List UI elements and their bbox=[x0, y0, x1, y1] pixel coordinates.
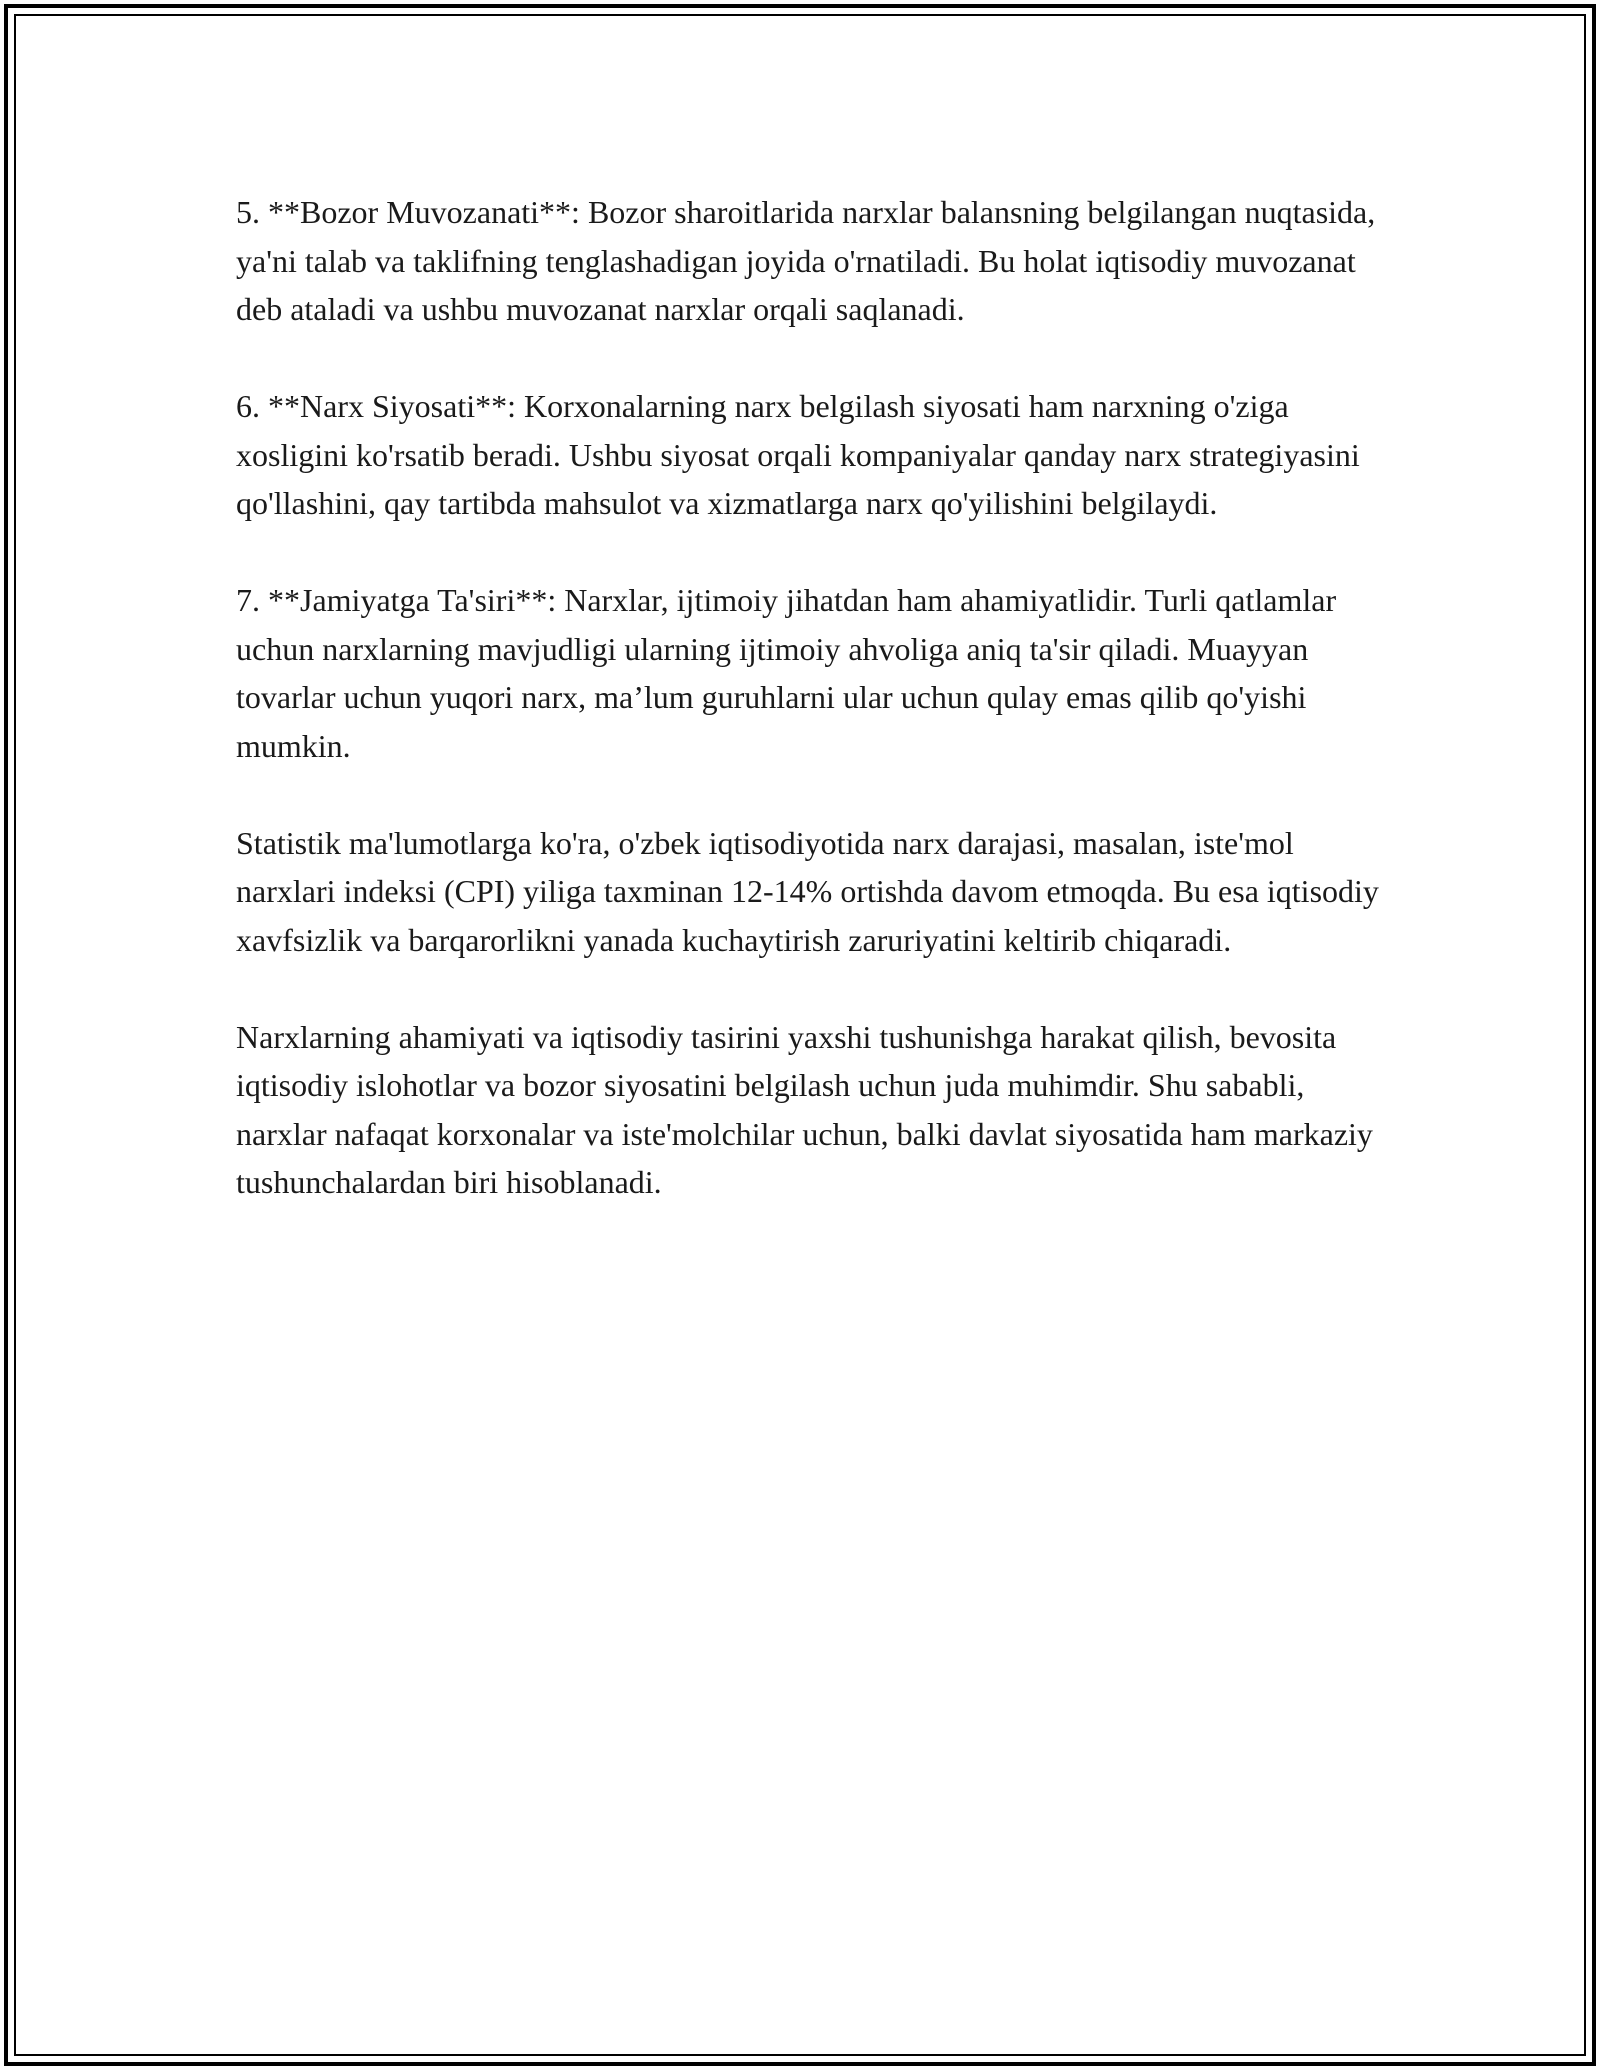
paragraph-narx-siyosati: 6. **Narx Siyosati**: Korxonalarning narx belgilash siyosati ham narxning o'ziga xosligini ko'rsatib beradi. Ushbu siyosat orqali kompaniyalar qanday narx strategiyasini qo'llashini, qay tartibda mahsulot va xizmatlarga narx qo'yilishini belgilaydi. bbox=[236, 388, 1360, 521]
paragraph-bozor-muvozanati: 5. **Bozor Muvozanati**: Bozor sharoitlarida narxlar balansning belgilangan nuqtasida, ya'ni talab va taklifning tenglashadigan joyida o'rnatiladi. Bu holat iqtisodiy muvozanat deb ataladi va ushbu muvozanat narxlar orqali saqlanadi. bbox=[236, 194, 1376, 327]
paragraph-conclusion: Narxlarning ahamiyati va iqtisodiy tasirini yaxshi tushunishga harakat qilish, bevosita iqtisodiy islohotlar va bozor siyosatini belgilash uchun juda muhimdir. Shu sababli, narxlar nafaqat korxonalar va iste'molchilar uchun, balki davlat siyosatida ham markaziy tushunchalardan biri hisoblanadi. bbox=[236, 1018, 1373, 1200]
paragraph-jamiyatga-tasiri: 7. **Jamiyatga Ta'siri**: Narxlar, ijtimoiy jihatdan ham ahamiyatlidir. Turli qatlamlar uchun narxlarning mavjudligi ularning ijtimoiy ahvoliga aniq ta'sir qiladi. Muayyan tovarlar uchun yuqori narx, ma’lum guruhlarni ular uchun qulay emas qilib qo'yishi mumkin. bbox=[236, 582, 1337, 764]
document-body bbox=[236, 188, 1386, 1255]
paragraph-statistics: Statistik ma'lumotlarga ko'ra, o'zbek iqtisodiyotida narx darajasi, masalan, iste'mol narxlari indeksi (CPI) yiliga taxminan 12-14% ortishda davom etmoqda. Bu esa iqtisodiy xavfsizlik va barqarorlikni yanada kuchaytirish zaruriyatini keltirib chiqaradi. bbox=[236, 824, 1379, 958]
